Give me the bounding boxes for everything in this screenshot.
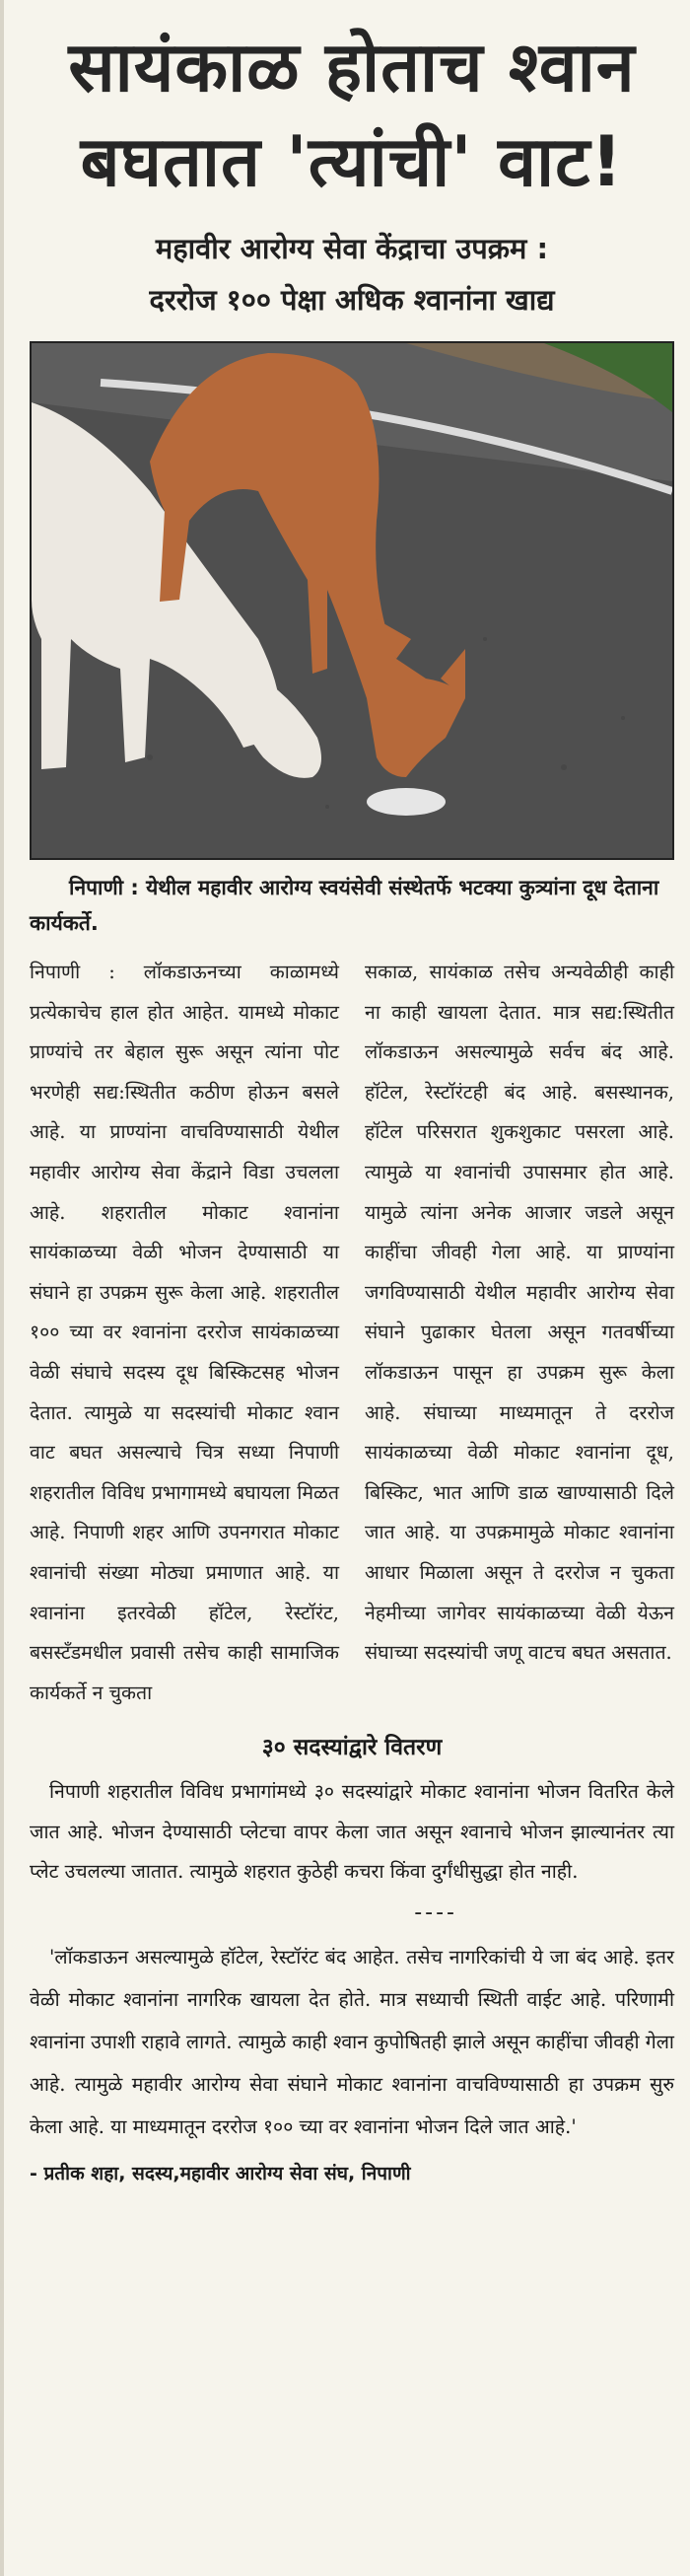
body-text-column-2: सकाळ, सायंकाळ तसेच अन्यवेळीही काही ना काही खायला देतात. मात्र सद्य:स्थितीत लॉकडाऊन असल्यामुळे सर्वच बंद आहे. हॉटेल, रेस्टॉरंटही बंद आहे. बसस्थानक, हॉटेल परिसरात शुकशुकाट पसरला आहे. त्यामुळे या श्वानांची उपासमार होत आहे. यामुळे त्यांना अनेक आजार जडले असून काहींचा जीवही गेला आहे. या प्राण्यांना जगविण्यासाठी येथील महावीर आरोग्य सेवा संघाने पुढाकार घेतला असून गतवर्षीच्या लॉकडाऊन पासून हा उपक्रम सुरू केला आहे. संघाच्या माध्यमातून ते दररोज सायंकाळच्या वेळी मोकाट श्वानांना दूध, बिस्किट, भात आणि डाळ खाण्यासाठी दिले जात आहे. या उपक्रमामुळे मोकाट श्वानांना आधार मिळाला असून ते दररोज न चुकता नेहमीच्या जागेवर सायंकाळच्या वेळी येऊन संघाच्या सदस्यांची जणू वाटच बघत असतात. xyxy=(365,961,675,1665)
photo-caption: निपाणी : येथील महावीर आरोग्य स्वयंसेवी संस्थेतर्फे भटक्या कुत्र्यांना दूध देताना कार्यकर्ते. xyxy=(30,876,659,935)
milk-plate xyxy=(367,788,446,816)
article-photo xyxy=(30,341,674,860)
divider: ---- xyxy=(414,1899,457,1925)
subhead-line-1: महावीर आरोग्य सेवा केंद्राचा उपक्रम : xyxy=(155,232,549,265)
body-text-column-1: निपाणी : लॉकडाऊनच्या काळामध्ये प्रत्येकाचेच हाल होत आहेत. यामध्ये मोकाट प्राण्यांचे तर बेहाल सुरू असून त्यांना पोट भरणेही सद्य:स्थितीत कठीण होऊन बसले आहे. या प्राण्यांना वाचविण्यासाठी येथील महावीर आरोग्य सेवा केंद्राने विडा उचलला आहे. शहरातील मोकाट श्वानांना सायंकाळच्या वेळी भोजन देण्यासाठी या संघाने हा उपक्रम सुरू केला आहे. शहरातील १०० च्या वर श्वानांना दररोज सायंकाळच्या वेळी संघाचे सदस्य दूध बिस्किटसह भोजन देतात. त्यामुळे या सदस्यांची मोकाट श्वान वाट बघत असल्याचे चित्र सध्या निपाणी शहरातील विविध प्रभागामध्ये बघायला मिळत आहे. निपाणी शहर आणि उपनगरात मोकाट श्वानांची संख्या मोठ्या प्रमाणात आहे. या श्वानांना इतरवेळी हॉटेल, रेस्टॉरंट, बसस्टँडमधील प्रवासी तसेच काही सामाजिक कार्यकर्ते न चुकता xyxy=(30,961,339,1704)
headline xyxy=(30,0,674,209)
dogs-photo-illustration xyxy=(32,343,672,858)
section-heading: ३० सदस्यांद्वारे वितरण xyxy=(261,1735,443,1761)
quote-paragraph: 'लॉकडाऊन असल्यामुळे हॉटेल, रेस्टॉरंट बंद आहेत. तसेच नागरिकांची ये जा बंद आहे. इतर वेळी मोकाट श्वानांना नागरिक खायला देत होते. मात्र सध्याची स्थिती वाईट आहे. परिणामी श्वानांना उपाशी राहावे लागते. त्यामुळे काही श्वान कुपोषितही झाले असून काहींचा जीवही गेला आहे. त्यामुळे महावीर आरोग्य सेवा संघाने मोकाट श्वानांना वाचविण्यासाठी हा उपक्रम सुरु केला आहे. या माध्यमातून दररोज १०० च्या वर श्वानांना भोजन दिले जात आहे.' xyxy=(30,1945,674,2138)
article-body-columns xyxy=(30,953,674,1713)
body-column-2 xyxy=(365,953,674,1713)
quote-byline: - प्रतीक शहा, सदस्य,महावीर आरोग्य सेवा संघ, निपाणी xyxy=(30,2162,411,2184)
body-column-1 xyxy=(30,953,339,1713)
headline-line-1: सायंकाळ होताच श्वान xyxy=(68,27,636,107)
page-edge xyxy=(0,0,4,2576)
section-paragraph: निपाणी शहरातील विविध प्रभागांमध्ये ३० सदस्यांद्वारे मोकाट श्वानांना भोजन वितरित केले जात आहे. भोजन देण्यासाठी प्लेटचा वापर केला जात असून श्वानाचे भोजन झाल्यानंतर त्या प्लेट उचलल्या जातात. त्यामुळे शहरात कुठेही कचरा किंवा दुर्गंधीसुद्धा होत नाही. xyxy=(30,1780,674,1884)
headline-line-2: बघतात 'त्यांची' वाट! xyxy=(80,121,624,202)
subheadline xyxy=(30,223,674,325)
subhead-line-2: दररोज १०० पेक्षा अधिक श्वानांना खाद्य xyxy=(149,283,555,317)
